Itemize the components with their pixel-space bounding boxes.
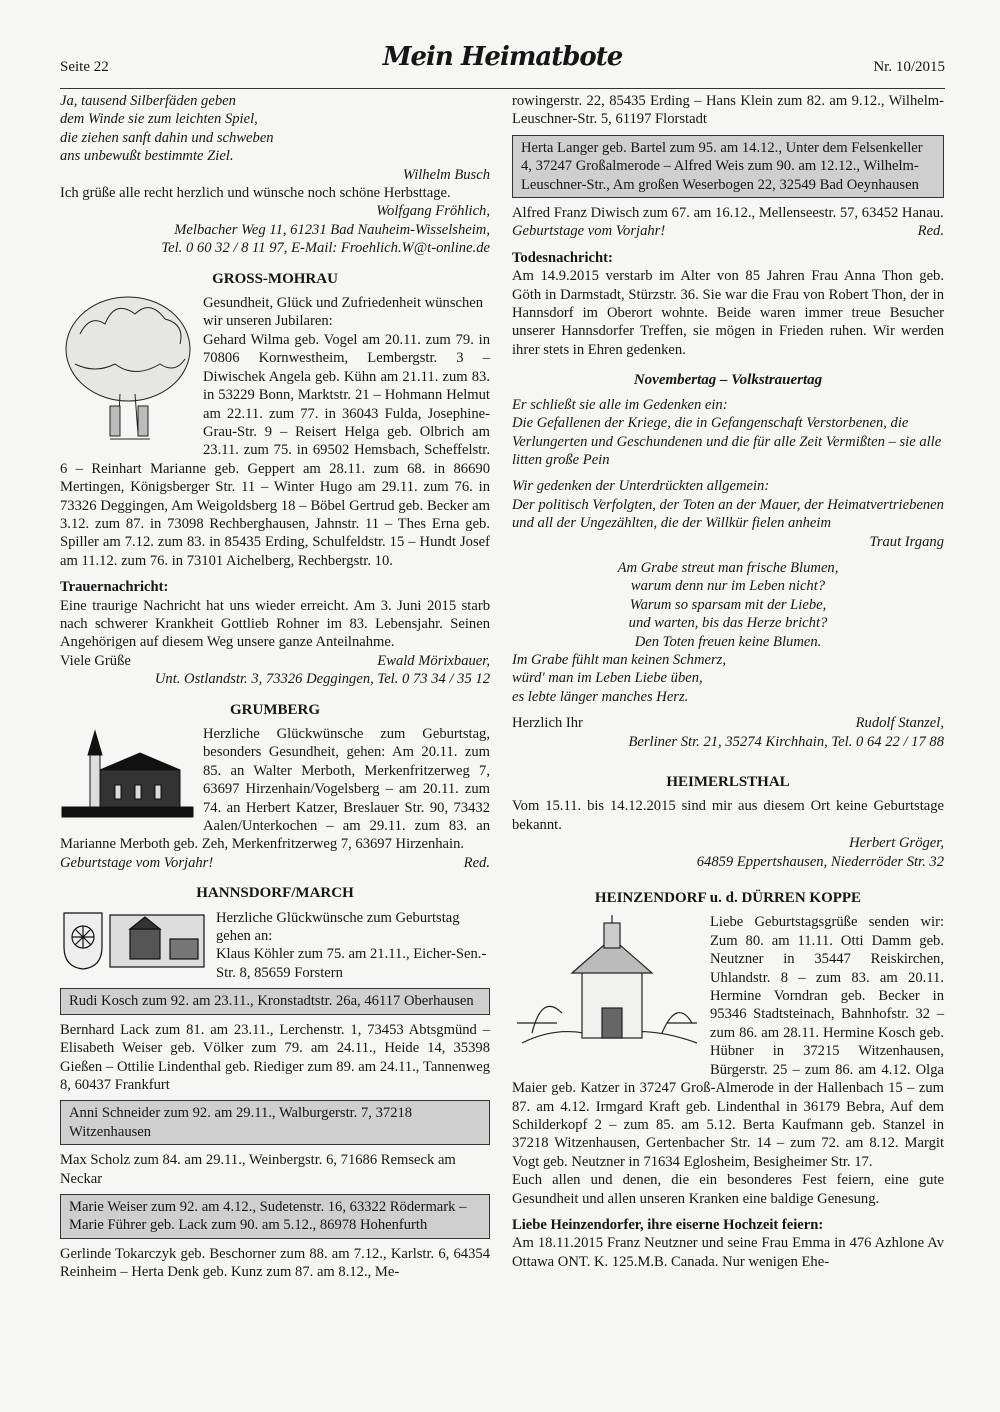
- trauer-address: Unt. Ostlandstr. 3, 73326 Deggingen, Tel. 0 73 34 / 35 12: [154, 671, 490, 688]
- nov-line: Die Gefallenen der Kriege, die in Gefangenschaft Verstorbenen, die Verlungerten und Geschundenen und die für alle Zeit Vermißten – sie alle litten große Pein: [512, 415, 942, 468]
- section-title-gross-mohrau: GROSS-MOHRAU: [212, 270, 338, 287]
- gross-intro: Gesundheit, Glück und Zufriedenheit wünschen wir unseren Jubilaren:: [203, 295, 484, 330]
- heinzendorf-wishes: Euch allen und denen, die ein besonderes Fest feiern, eine gute Gesundheit und allen unseren Kranken eine baldige Genesung.: [512, 1172, 944, 1207]
- hochzeit-text: Am 18.11.2015 Franz Neutzner und seine Frau Emma in 476 Azhlone Av Ottawa ONT. K. 125.M.B. Canada. Nur wenigen Ehe-: [512, 1235, 944, 1270]
- stanzel-name: Rudolf Stanzel,: [855, 715, 944, 732]
- section-title-heimerlsthal: HEIMERLSTHAL: [666, 774, 790, 790]
- grave-line: es lebte länger manches Herz.: [512, 688, 689, 705]
- poem-line: die ziehen sanft dahin und schweben: [60, 129, 274, 146]
- grave-line: Im Grabe fühlt man keinen Schmerz,: [512, 651, 726, 668]
- grumberg-text: Herzliche Glückwünsche zum Geburtstag, besonders Gesundheit, gehen: Am 20.11. zum 85. an Walter Merboth, Merkenfritzerweg 7, 63697 Hirzenhain/Vogelsberg – am 20.11. zum 74. an Herbert Katzer, Breslauer Str. 90, 73432 Aalen/Unterkochen – am 29.11. zum 83. an Marianne Merboth geb. Zeh, Merkenfritzerweg 7, 63697 Hirzenhain.: [60, 726, 490, 853]
- heimerlsthal-sender: Herbert Gröger,: [849, 835, 944, 852]
- trauer-sender: Ewald Mörixbauer,: [377, 652, 490, 669]
- poem-author: Wilhelm Busch: [402, 166, 490, 183]
- nov-line: Der politisch Verfolgten, der Toten an der Mauer, der Heimatvertriebenen: [512, 496, 944, 513]
- hannsdorf-max: Max Scholz zum 84. am 29.11., Weinbergstr. 6, 71686 Remseck am Neckar: [60, 1152, 456, 1187]
- heimerlsthal-text: Vom 15.11. bis 14.12.2015 sind mir aus diesem Ort keine Geburtstage bekannt.: [512, 798, 944, 833]
- right-column: [512, 92, 944, 1271]
- masthead-logo: Mein Heimatbote: [382, 42, 623, 72]
- tod-text: Am 14.9.2015 verstarb im Alter von 85 Jahren Frau Anna Thon geb. Göth in Darmstadt, Stürzstr. 36. Sie war die Frau von Robert Thon, der in Hannsdorf im Oberort wohnte. Beide waren immer treue Besucher unserer Hannsdorfer Treffen, sie mögen in Frieden ruhen. Wir werden ihrer stets in Ehren gedenken.: [512, 268, 944, 358]
- grumberg-vorjahr: Geburtstage vom Vorjahr!: [60, 854, 214, 871]
- trauer-text: Eine traurige Nachricht hat uns wieder erreicht. Am 3. Juni 2015 starb nach schwerer Krankheit Gottlieb Rohner im 83. Lebensjahr. Seinen Angehörigen auf diesem Weg unsere ganze Anteilnahme.: [60, 597, 490, 651]
- highlight-box-anni: Anni Schneider zum 92. am 29.11., Walburgerstr. 7, 37218 Witzenhausen: [60, 1100, 490, 1145]
- tod-title: Todesnachricht:: [512, 249, 613, 266]
- hannsdorf-gerlinde: Gerlinde Tokarczyk geb. Beschorner zum 88. am 7.12., Karlstr. 6, 64354 Reinheim – Herta Denk geb. Kunz zum 87. am 8.12., Me-: [60, 1245, 490, 1281]
- poem-line: dem Winde sie zum leichten Spiel,: [60, 111, 258, 128]
- hannsdorf-illustration: [60, 909, 208, 971]
- heinzendorf-birthdays: Liebe Geburtstagsgrüße senden wir: Zum 80. am 11.11. Otti Damm geb. Neutzner in 35447 Reiskirchen, Uhlandstr. 8 – zum 83. am 20.11. Hermine Vorndran geb. Becker in 95346 Stadtsteinach, Bahnhofstr. 32 – zum 86. am 28.11. Hermine Kosch geb. Hübner in 37215 Witzenhausen, Bürgerstr. 25 – zum 86. am 4.12. Olga Maier geb. Katzer in 37247 Groß-Almerode in der Hallenbach 15 – zum 87. am 4.12. Irmgard Kraft geb. Lindenthal in 36179 Bebra, Auf dem Schilderkopf 2 – zum 85. am 5.12. Berta Kaufmann geb. Stanzel in 37218 Witzenhausen, Gertenbacher Str. 14 – zum 72. am 8.12. Margit Vogt geb. Neutzner in 71634 Eglosheim, Besigheimer Str. 17.: [512, 914, 944, 1170]
- poem-line: Ja, tausend Silberfäden geben: [60, 93, 236, 109]
- gross-birthdays: Gehard Wilma geb. Vogel am 20.11. zum 79. in 70806 Kornwestheim, Lembergstr. 3 – Diwischek Angela geb. Kühn am 21.11. zum 83. in 53229 Bonn, Marktstr. 21 – Hohmann Helmut am 22.11. zum 77. in 36043 Fulda, Josephine-Grau-Str. 9 – Reisert Helga geb. Olbrich am 23.11. zum 75. in 69502 Hemsbach, Scheffelstr. 6 – Reinhart Marianne geb. Geppert am 28.11. zum 68. in 86690 Mertingen, Königsberger Str. 11 – Winter Hugo am 29.11. zum 76. in 73326 Deggingen, Am Weigoldsberg 18 – Böbel Gertrud geb. Becker am 3.12. zum 87. in 73098 Rechberghausen, Jahnstr. 11 – Thes Erna geb. Spiller am 7.12. zum 83. in 85435 Erding, Schulfeldstr. 15 – Hundt Josef am 11.12. zum 76. in 73101 Aichelberg, Rechbergstr. 10.: [60, 331, 490, 569]
- herzlich: Herzlich Ihr: [512, 715, 583, 732]
- sender-name: Wolfgang Fröhlich,: [376, 203, 490, 220]
- hannsdorf-continued: rowingerstr. 22, 85435 Erding – Hans Klein zum 82. am 9.12., Wilhelm-Leuschner-Str. 5, 61197 Florstadt: [512, 93, 944, 128]
- hannsdorf-intro: Herzliche Glückwünsche zum Geburtstag gehen an:: [216, 909, 460, 945]
- nov-line: Wir gedenken der Unterdrückten allgemein:: [512, 478, 770, 495]
- poem-line: ans unbewußt bestimmte Ziel.: [60, 148, 234, 165]
- greeting: Ich grüße alle recht herzlich und wünsche noch schöne Herbsttage.: [60, 185, 451, 202]
- grave-line: warum denn nur im Leben nicht?: [630, 578, 826, 595]
- church-illustration: [60, 725, 195, 825]
- hannsdorf-bernhard: Bernhard Lack zum 81. am 23.11., Lerchenstr. 1, 73453 Abtsgmünd – Elisabeth Weiser geb. Völker zum 79. am 24.11., Heide 14, 35398 Gießen – Ottilie Lindenthal geb. Riediger zum 89. am 24.11., Tannenweg 8, 60437 Frankfurt: [60, 1021, 490, 1093]
- tree-illustration: [60, 294, 195, 444]
- stanzel-address: Berliner Str. 21, 35274 Kirchhain, Tel. 0 64 22 / 17 88: [628, 733, 944, 750]
- nov-author: Traut Irgang: [869, 533, 944, 550]
- section-title-grumberg: GRUMBERG: [230, 701, 320, 718]
- november-title: Novembertag – Volkstrauertag: [633, 372, 823, 389]
- heimerlsthal-address: 64859 Eppertshausen, Niederröder Str. 32: [696, 853, 944, 870]
- grave-line: und warten, bis das Herze bricht?: [628, 615, 828, 632]
- sender-address: Melbacher Weg 11, 61231 Bad Nauheim-Wisselsheim,: [174, 221, 490, 238]
- left-column: [60, 92, 490, 1282]
- trauer-title: Trauernachricht:: [60, 579, 169, 596]
- busch-poem: [60, 92, 490, 166]
- hochzeit-title: Liebe Heinzendorfer, ihre eiserne Hochzeit feiern:: [512, 1216, 824, 1233]
- grave-line: würd' man im Leben Liebe üben,: [512, 670, 703, 687]
- hannsdorf-klaus: Klaus Köhler zum 75. am 21.11., Eicher-Sen.-Str. 8, 85659 Forstern: [216, 946, 487, 981]
- grave-poem: [512, 559, 944, 651]
- grave-line: Warum so sparsam mit der Liebe,: [629, 596, 827, 613]
- highlight-box-marie: Marie Weiser zum 92. am 4.12., Sudetenstr. 16, 63322 Rödermark – Marie Führer geb. Lack zum 90. am 5.12., 86978 Hohenfurth: [60, 1194, 490, 1239]
- right-vorjahr: Geburtstage vom Vorjahr!: [512, 223, 666, 240]
- nov-line: und all der Ungezählten, die der Willkür fielen anheim: [512, 515, 831, 532]
- highlight-box-rudi: Rudi Kosch zum 92. am 23.11., Kronstadtstr. 26a, 46117 Oberhausen: [60, 988, 490, 1014]
- trauer-greet: Viele Grüße: [60, 652, 131, 669]
- grumberg-red: Red.: [463, 854, 490, 871]
- sender-contact: Tel. 0 60 32 / 8 11 97, E-Mail: Froehlich.W@t-online.de: [161, 240, 490, 257]
- nov-line: Er schließt sie alle im Gedenken ein:: [512, 396, 728, 413]
- section-title-hannsdorf: HANNSDORF/MARCH: [196, 885, 354, 902]
- right-red: Red.: [917, 223, 944, 240]
- section-title-heinzendorf: HEINZENDORF u. d. DÜRREN KOPPE: [594, 890, 862, 907]
- highlight-box-herta: Herta Langer geb. Bartel zum 95. am 14.12., Unter dem Felsenkeller 4, 37247 Großalmerode – Alfred Weis zum 90. am 12.12., Wilhelm-Leuschner-Str., Am großen Weserbogen 22, 32549 Bad Oeynhausen: [512, 135, 944, 198]
- grave-line: Den Toten freuen keine Blumen.: [634, 633, 822, 650]
- issue-number: Nr. 10/2015: [873, 59, 945, 75]
- page-header: [60, 42, 945, 89]
- grave-line: Am Grabe streut man frische Blumen,: [617, 559, 839, 576]
- chapel-illustration: [512, 913, 702, 1063]
- alfred-diwisch: Alfred Franz Diwisch zum 67. am 16.12., Mellenseestr. 57, 63452 Hanau.: [512, 205, 944, 222]
- page-number: Seite 22: [60, 59, 109, 75]
